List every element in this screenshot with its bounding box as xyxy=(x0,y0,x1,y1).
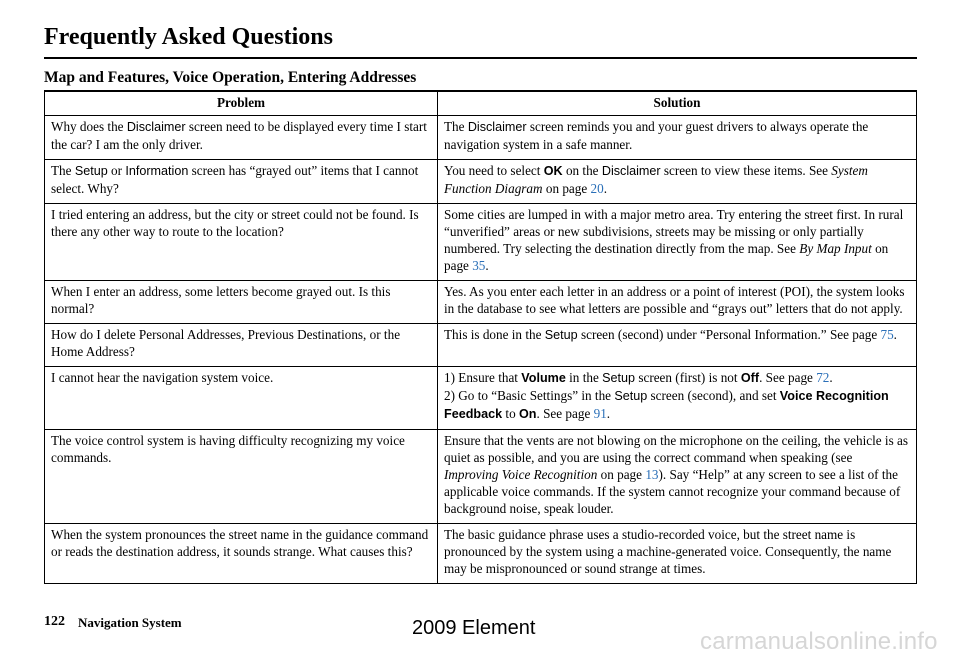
table-row xyxy=(45,116,917,160)
table-row xyxy=(45,160,917,204)
table-row xyxy=(45,281,917,324)
solution-cell: You need to select OK on the Disclaimer screen to view these items. See System Function Diagram on page 20. xyxy=(438,160,917,204)
section-subtitle: Map and Features, Voice Operation, Entering Addresses xyxy=(44,69,417,86)
solution-cell: Some cities are lumped in with a major metro area. Try entering the street first. In rural “unverified” areas or new subdivisions, streets may be missing or only partially numbered. Try selecting the destination directly from the map. See By Map Input on page 35. xyxy=(438,204,917,281)
page-link[interactable]: 75 xyxy=(880,327,894,342)
column-header-problem: Problem xyxy=(45,91,438,116)
problem-cell: Why does the Disclaimer screen need to be displayed every time I start the car? I am the only driver. xyxy=(45,116,438,160)
page-link[interactable]: 91 xyxy=(593,406,607,421)
problem-cell: I cannot hear the navigation system voice. xyxy=(45,367,438,430)
model-watermark: 2009 Element xyxy=(412,617,536,639)
table-header-row xyxy=(45,91,917,116)
page-link[interactable]: 35 xyxy=(472,258,486,273)
column-header-solution: Solution xyxy=(438,91,917,116)
page-title: Frequently Asked Questions xyxy=(44,24,333,50)
faq-table xyxy=(44,90,917,584)
table-row xyxy=(45,204,917,281)
solution-cell: Ensure that the vents are not blowing on the microphone on the ceiling, the vehicle is as quiet as possible, and you are using the correct command when speaking (see Improving Voice Recognition on page 13). Say “Help” at any screen to see a list of the applicable voice commands. If the system cannot recognize your command because of background noise, speak louder. xyxy=(438,430,917,524)
problem-cell: The Setup or Information screen has “grayed out” items that I cannot select. Why? xyxy=(45,160,438,204)
solution-cell: The Disclaimer screen reminds you and your guest drivers to always operate the navigation system in a safe manner. xyxy=(438,116,917,160)
page-number: 122 xyxy=(44,614,65,629)
title-rule xyxy=(44,57,917,59)
footer-title: Navigation System xyxy=(78,615,182,630)
table-row xyxy=(45,430,917,524)
table-row xyxy=(45,367,917,430)
page-link[interactable]: 72 xyxy=(816,370,830,385)
problem-cell: How do I delete Personal Addresses, Previous Destinations, or the Home Address? xyxy=(45,324,438,367)
table-row xyxy=(45,524,917,584)
problem-cell: The voice control system is having difficulty recognizing my voice commands. xyxy=(45,430,438,524)
table-row xyxy=(45,324,917,367)
problem-cell: When the system pronounces the street name in the guidance command or reads the destination address, it sounds strange. What causes this? xyxy=(45,524,438,584)
solution-cell xyxy=(438,367,917,430)
solution-step-1: 1) Ensure that Volume in the Setup screen (first) is not Off. See page 72. xyxy=(444,370,833,385)
site-watermark: carmanualsonline.info xyxy=(700,628,938,655)
solution-step-2: 2) Go to “Basic Settings” in the Setup screen (second), and set Voice Recognition Feedback to On. See page 91. xyxy=(444,388,889,421)
solution-cell: This is done in the Setup screen (second) under “Personal Information.” See page 75. xyxy=(438,324,917,367)
page-link[interactable]: 13 xyxy=(645,467,659,482)
solution-cell: Yes. As you enter each letter in an address or a point of interest (POI), the system looks in the database to see what letters are possible and “grays out” letters that do not apply. xyxy=(438,281,917,324)
page-link[interactable]: 20 xyxy=(590,181,604,196)
solution-cell: The basic guidance phrase uses a studio-recorded voice, but the street name is pronounced by the system using a machine-generated voice. Consequently, the name may be mispronounced or sound strange at times. xyxy=(438,524,917,584)
problem-cell: I tried entering an address, but the city or street could not be found. Is there any other way to route to the location? xyxy=(45,204,438,281)
problem-cell: When I enter an address, some letters become grayed out. Is this normal? xyxy=(45,281,438,324)
